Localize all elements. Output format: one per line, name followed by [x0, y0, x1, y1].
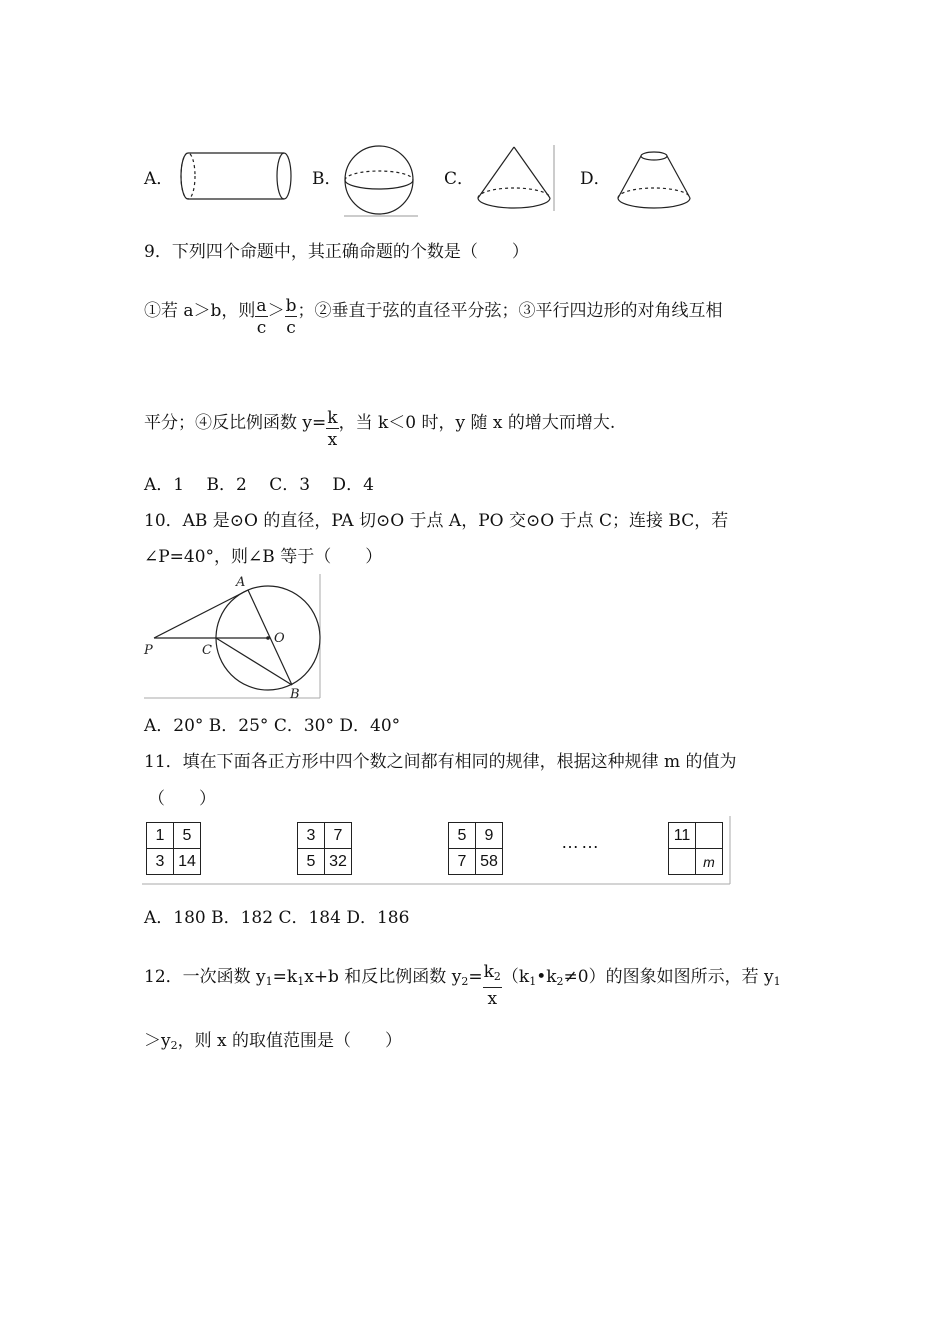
- q9-line2: [144, 408, 615, 451]
- fraction-numerator: [483, 962, 502, 988]
- subscript: 1: [529, 975, 537, 988]
- ellipsis-dots: ……: [561, 832, 601, 852]
- frustum-icon: [614, 148, 698, 214]
- fraction-b-over-c: [285, 296, 298, 339]
- fraction-numerator: a: [256, 296, 267, 316]
- q12-text: ＞y: [144, 1031, 171, 1051]
- fraction-numerator: b: [285, 296, 297, 316]
- grid-cell: 9: [476, 823, 503, 849]
- circle-tangent-figure: [142, 572, 326, 702]
- grid-cell: 5: [298, 849, 325, 875]
- number-grid-3: [448, 822, 503, 875]
- grid-cell: [696, 823, 723, 849]
- grid-cell: 7: [449, 849, 476, 875]
- q9-line2-start: 平分；④反比例函数 y=: [144, 413, 327, 433]
- grid-cell: 32: [325, 849, 352, 875]
- number-grid-2: [297, 822, 352, 875]
- point-label-p: P: [144, 643, 153, 658]
- q12-line2: [144, 1026, 402, 1052]
- q9-line2-end: ，当 k＜0 时，y 随 x 的增大而增大.: [338, 413, 616, 433]
- q11-grids-frame: [142, 816, 734, 886]
- q9-choices: A．1 B．2 C．3 D．4: [144, 475, 374, 495]
- q12-text: （k: [501, 967, 530, 987]
- cone-icon: [474, 143, 558, 213]
- q12-text: x+b 和反比例函数 y: [304, 967, 462, 987]
- grid-cell: 1: [147, 823, 174, 849]
- fraction-k2-over-x: [483, 962, 502, 1010]
- q9-line1: [144, 296, 722, 339]
- subscript: 1: [773, 975, 781, 988]
- grid-cell: 3: [298, 823, 325, 849]
- q10-stem-line2: ∠P=40°，则∠B 等于（ ）: [144, 547, 383, 567]
- grid-cell: 7: [325, 823, 352, 849]
- fraction-denominator: c: [286, 318, 296, 338]
- point-label-b: B: [290, 687, 300, 702]
- q8-option-c-label: C．: [444, 169, 475, 189]
- grid-cell: 14: [174, 849, 201, 875]
- fraction-denominator: x: [327, 430, 338, 450]
- q10-choices: A．20° B．25° C．30° D．40°: [144, 716, 401, 736]
- greater-than-sign: ＞: [267, 301, 285, 321]
- fraction-numerator-letter: k: [483, 962, 494, 982]
- grid-cell: 58: [476, 849, 503, 875]
- q9-line1-end: ；②垂直于弦的直径平分弦；③平行四边形的对角线互相: [297, 301, 723, 321]
- q11-choices: A．180 B．182 C．184 D．186: [144, 908, 410, 928]
- cylinder-icon: [178, 150, 296, 202]
- grid-cell: 5: [449, 823, 476, 849]
- subscript: 2: [170, 1039, 178, 1052]
- point-label-c: C: [202, 643, 212, 658]
- grid-cell: 5: [174, 823, 201, 849]
- q11-stem-line2: （ ）: [148, 789, 216, 809]
- fraction-denominator: x: [487, 989, 498, 1009]
- fraction-k-over-x: [326, 408, 338, 451]
- fraction-a-over-c: [255, 296, 267, 339]
- fraction-denominator: c: [256, 318, 267, 338]
- number-grid-4: [668, 822, 723, 875]
- point-label-o: O: [274, 631, 285, 646]
- q9-line1-start: ①若 a＞b，则: [144, 301, 256, 321]
- subscript: 2: [556, 975, 564, 988]
- number-grid-1: [146, 822, 201, 875]
- q12-text: 12．一次函数 y: [144, 967, 266, 987]
- q12-text: •k: [536, 967, 557, 987]
- q12-line1: [144, 962, 781, 1010]
- subscript: 2: [493, 970, 501, 983]
- grid-cell: 3: [147, 849, 174, 875]
- subscript: 1: [297, 975, 305, 988]
- grid-cell: m: [696, 849, 723, 875]
- q8-option-d-label: D．: [580, 169, 611, 189]
- q10-stem-line1: 10．AB 是⊙O 的直径，PA 切⊙O 于点 A，PO 交⊙O 于点 C；连接 BC，若: [144, 511, 729, 531]
- point-label-a: A: [236, 575, 246, 590]
- q11-stem-line1: 11．填在下面各正方形中四个数之间都有相同的规律，根据这种规律 m 的值为: [144, 752, 737, 772]
- subscript: 1: [265, 975, 273, 988]
- sphere-icon: [342, 144, 420, 218]
- q8-option-b-label: B．: [312, 169, 342, 189]
- q12-text: =k: [272, 967, 298, 987]
- q9-stem: 9．下列四个命题中，其正确命题的个数是（ ）: [144, 242, 529, 262]
- q12-text: ，则 x 的取值范围是（ ）: [177, 1031, 403, 1051]
- q12-text: ≠0）的图象如图所示，若 y: [563, 967, 774, 987]
- fraction-numerator: k: [327, 408, 338, 428]
- q12-text: =: [468, 967, 483, 987]
- q8-option-a-label: A．: [144, 169, 174, 189]
- grid-cell: [669, 849, 696, 875]
- subscript: 2: [461, 975, 469, 988]
- grid-cell: 11: [669, 823, 696, 849]
